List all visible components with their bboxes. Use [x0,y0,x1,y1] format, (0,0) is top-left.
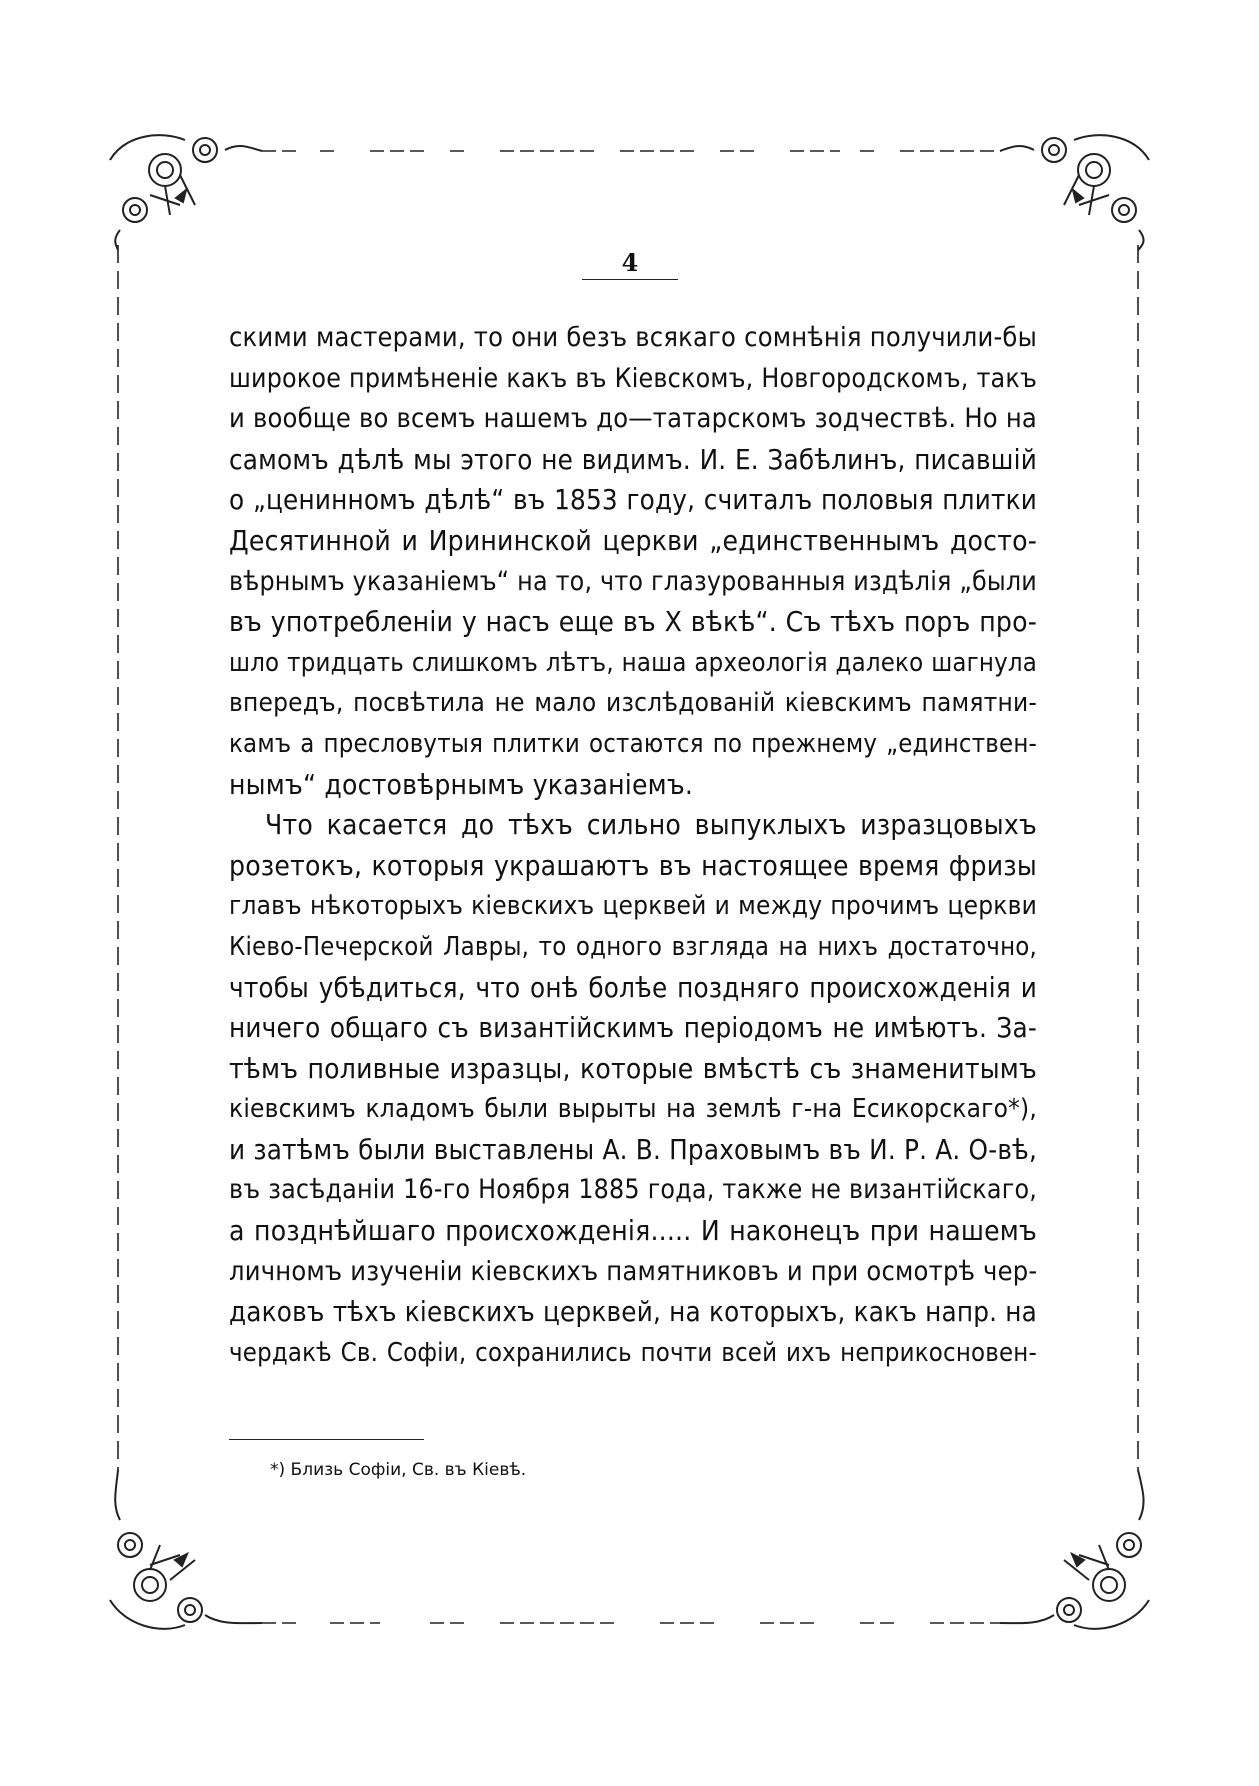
text-line: Что касается до тѣхъ сильно выпуклыхъ изразцовыхъ [265,808,1037,842]
text-line: камъ а пресловутыя плитки остаются по прежнему „единствен- [229,728,1037,759]
text-line: чтобы убѣдиться, что онѣ болѣе поздняго происхожденія и [229,971,1037,1004]
text-line: широкое примѣненіе какъ въ Кіевскомъ, Новгородскомъ, такъ [229,362,1037,394]
text-line: Десятинной и Ирининской церкви „единственнымъ досто- [229,523,1037,557]
text-line: шло тридцать слишкомъ лѣтъ, наша археологія далеко шагнула [229,647,1037,678]
text-line: Кіево-Печерской Лавры, то одного взгляда на нихъ достаточно, [229,931,1037,962]
text-line: кіевскимъ кладомъ были вырыты на землѣ г-на Есикорскаго*), [229,1094,1037,1125]
text-line: а позднѣйшаго происхожденія..... И наконецъ при нашемъ [229,1214,1037,1248]
text-line: розетокъ, которыя украшаютъ въ настоящее время фризы [229,848,1037,882]
paragraph-1 [229,318,1037,805]
text-line: нымъ“ достовѣрнымъ указаніемъ. [229,767,694,801]
footnote-rule [229,1439,424,1440]
text-line: главъ нѣкоторыхъ кіевскихъ церквей и между прочимъ церкви [229,891,1037,922]
text-line: и вообще во всемъ нашемъ до—татарскомъ зодчествѣ. Но на [229,403,1037,435]
corner-ornament-top-right [1000,135,1149,250]
text-line: о „ценинномъ дѣлѣ“ въ 1853 году, считалъ половыя плитки [229,484,1037,517]
text-line: самомъ дѣлѣ мы этого не видимъ. И. Е. Забѣлинъ, писавшій [229,443,1037,476]
text-line: чердакѣ Св. Софіи, сохранились почти всей ихъ неприкосновен- [229,1337,1037,1368]
text-line: скими мастерами, то они безъ всякаго сомнѣнія получили-бы [229,322,1037,353]
body-text [229,318,1037,1373]
corner-ornament-bottom-left [110,1470,262,1629]
footnote: *) Близь Софіи, Св. въ Кіевѣ. [270,1460,527,1480]
corner-ornament-bottom-right [1000,1470,1149,1629]
text-line: даковъ тѣхъ кіевскихъ церквей, на которыхъ, какъ напр. на [229,1296,1037,1329]
corner-ornament-top-left [110,135,262,250]
text-line: въ употребленіи у насъ еще въ X вѣкѣ“. Съ тѣхъ поръ про- [229,605,1037,639]
text-line: и затѣмъ были выставлены А. В. Праховымъ въ И. Р. А. О-вѣ, [229,1133,1037,1166]
text-line: впередъ, посвѣтила не мало изслѣдованій кіевскимъ памятни- [229,688,1037,719]
page-number: 4 [621,248,639,277]
text-line: ничего общаго съ византійскимъ періодомъ не имѣютъ. За- [229,1012,1037,1045]
text-line: вѣрнымъ указаніемъ“ на то, что глазурованныя издѣлія „были [229,565,1037,597]
paragraph-2 [229,805,1037,1373]
text-line: въ засѣданіи 16-го Ноября 1885 года, также не византійскаго, [229,1174,1037,1206]
text-line: личномъ изученіи кіевскихъ памятниковъ и при осмотрѣ чер- [229,1255,1038,1287]
text-line: тѣмъ поливные изразцы, которые вмѣстѣ съ знаменитымъ [229,1051,1037,1085]
page-number-rule [582,279,678,280]
